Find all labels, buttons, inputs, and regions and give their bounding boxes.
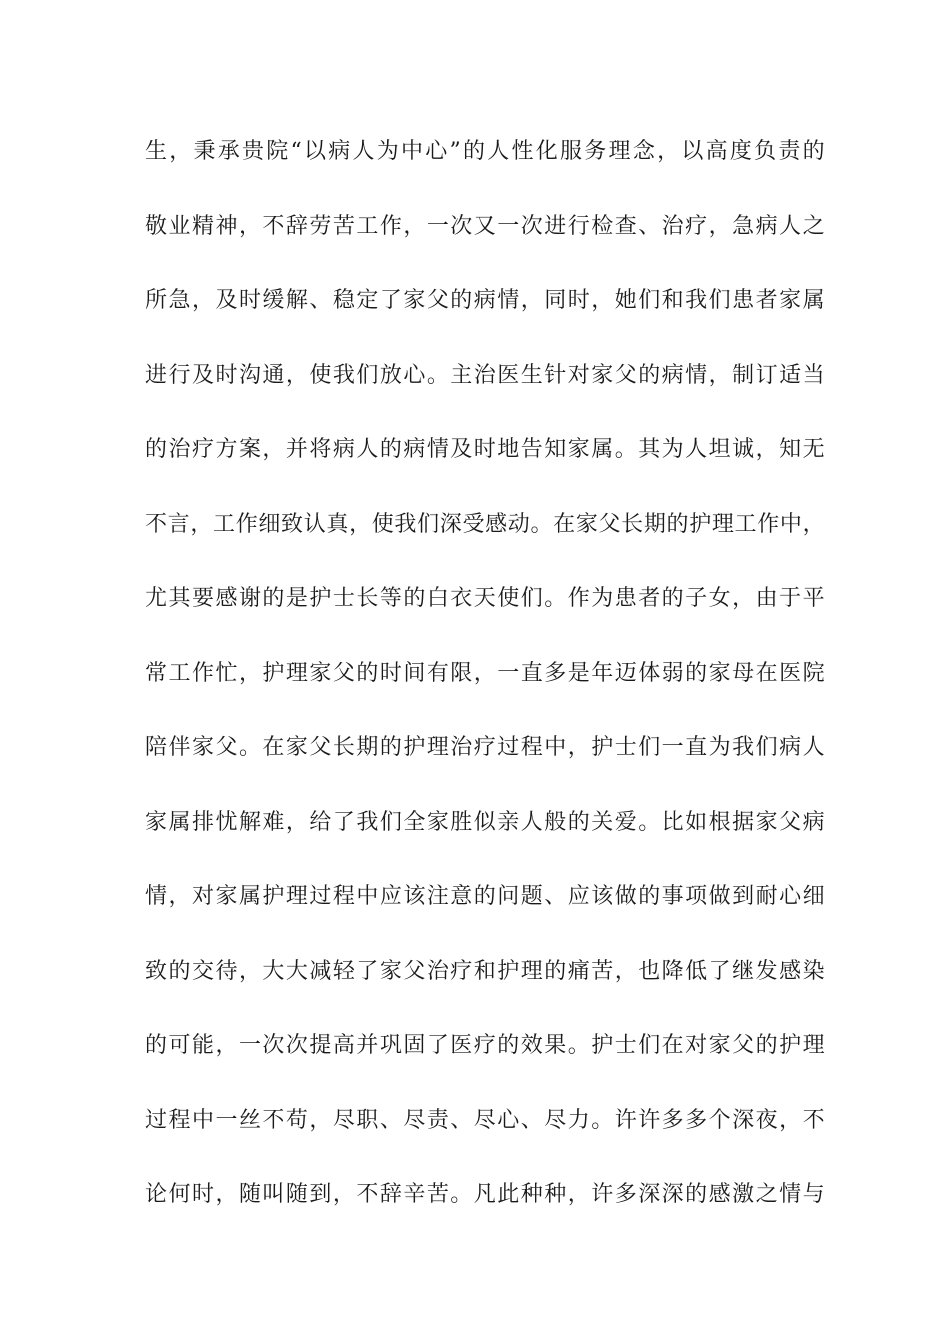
- text-line: 家属排忧解难，给了我们全家胜似亲人般的关爱。比如根据家父病: [145, 809, 825, 835]
- text-line: 情，对家属护理过程中应该注意的问题、应该做的事项做到耐心细: [145, 884, 825, 909]
- text-line: 过程中一丝不苟，尽职、尽责、尽心、尽力。许许多多个深夜，不: [145, 1107, 825, 1133]
- body-text: [145, 130, 825, 1248]
- text-line: 生，秉承贵院“以病人为中心”的人性化服务理念，以高度负责的: [145, 139, 825, 164]
- text-line: 敬业精神，不辞劳苦工作，一次又一次进行检查、治疗，急病人之: [145, 213, 825, 239]
- text-line: 进行及时沟通，使我们放心。主治医生针对家父的病情，制订适当: [145, 362, 825, 388]
- text-line: 所急，及时缓解、稳定了家父的病情，同时，她们和我们患者家属: [145, 288, 825, 313]
- text-line: 的可能，一次次提高并巩固了医疗的效果。护士们在对家父的护理: [145, 1033, 825, 1058]
- text-line: 不言，工作细致认真，使我们深受感动。在家父长期的护理工作中，: [145, 511, 825, 537]
- text-line: 致的交待，大大减轻了家父治疗和护理的痛苦，也降低了继发感染: [145, 958, 825, 984]
- text-line: 尤其要感谢的是护士长等的白衣天使们。作为患者的子女，由于平: [145, 586, 825, 611]
- text-line: 陪伴家父。在家父长期的护理治疗过程中，护士们一直为我们病人: [145, 735, 825, 760]
- text-line: 论何时，随叫随到，不辞辛苦。凡此种种，许多深深的感激之情与: [145, 1182, 825, 1207]
- text-line: 的治疗方案，并将病人的病情及时地告知家属。其为人坦诚，知无: [145, 437, 825, 462]
- text-line: 常工作忙，护理家父的时间有限，一直多是年迈体弱的家母在医院: [145, 660, 825, 686]
